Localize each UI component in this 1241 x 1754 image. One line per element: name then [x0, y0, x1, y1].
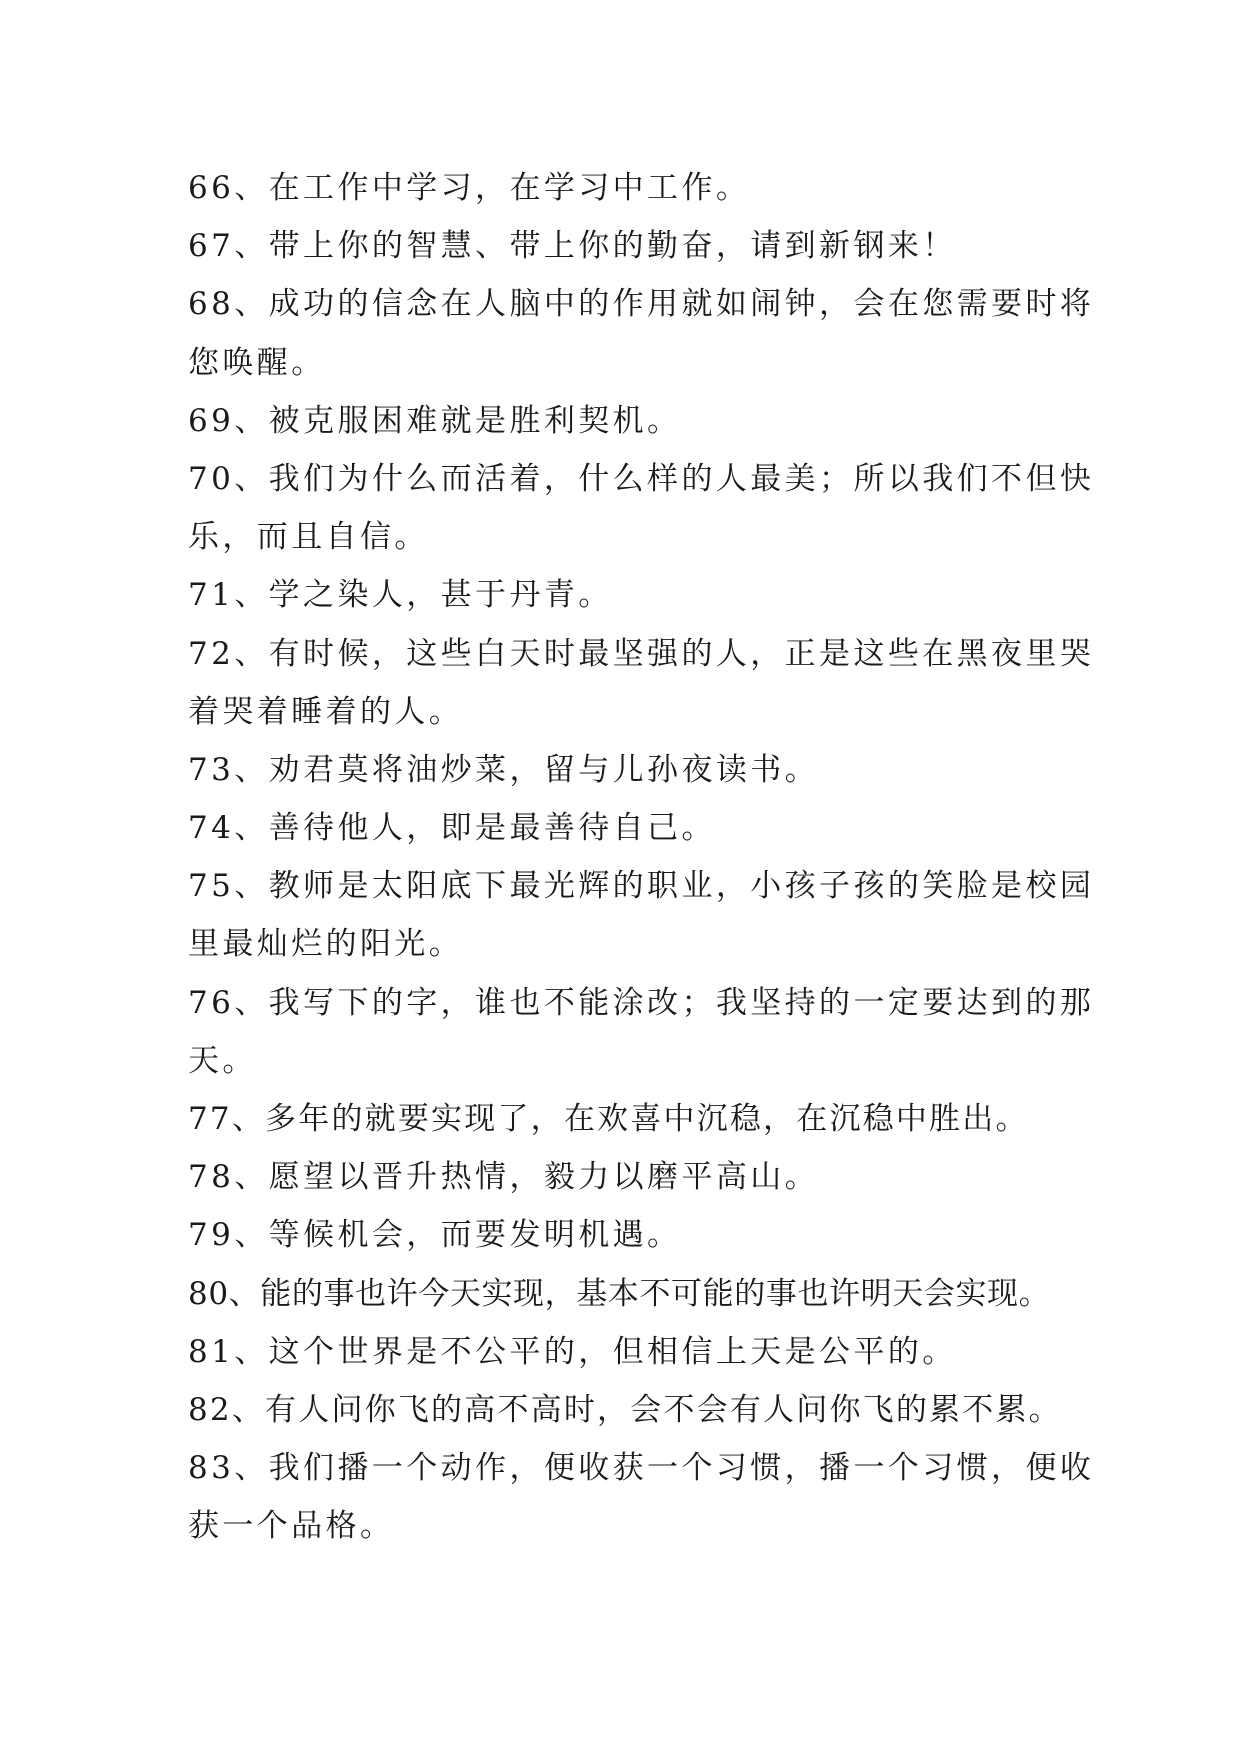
text-line: 70、我们为什么而活着，什么样的人最美；所以我们不但快 — [188, 460, 1095, 497]
text-line: 75、教师是太阳底下最光辉的职业，小孩子孩的笑脸是校园 — [188, 868, 1095, 905]
text-line: 里最灿烂的阳光。 — [188, 926, 464, 963]
text-line: 82、有人问你飞的高不高时，会不会有人问你飞的累不累。 — [188, 1391, 1062, 1428]
text-line: 66、在工作中学习，在学习中工作。 — [188, 170, 751, 206]
text-line: 69、被克服困难就是胜利契机。 — [188, 402, 682, 439]
text-line: 68、成功的信念在人脑中的作用就如闹钟，会在您需要时将 — [188, 286, 1095, 323]
text-line: 77、多年的就要实现了，在欢喜中沉稳，在沉稳中胜出。 — [188, 1101, 1029, 1137]
text-line: 81、这个世界是不公平的，但相信上天是公平的。 — [188, 1333, 957, 1370]
text-line: 73、劝君莫将油炒菜，留与儿孙夜读书。 — [188, 751, 820, 788]
text-line: 74、善待他人，即是最善待自己。 — [188, 810, 716, 847]
text-line: 67、带上你的智慧、带上你的勤奋，请到新钢来！ — [188, 228, 957, 265]
quote-list — [188, 159, 1095, 1556]
text-line: 着哭着睡着的人。 — [188, 693, 464, 730]
text-line: 79、等候机会，而要发明机遇。 — [188, 1217, 682, 1254]
text-line: 71、学之染人，甚于丹青。 — [188, 577, 613, 614]
text-line: 76、我写下的字，谁也不能涂改；我坚持的一定要达到的那 — [188, 984, 1095, 1021]
text-line: 78、愿望以晋升热情，毅力以磨平高山。 — [188, 1159, 820, 1196]
text-line: 您唤醒。 — [188, 344, 326, 381]
text-line: 天。 — [188, 1042, 257, 1079]
text-line: 乐，而且自信。 — [188, 519, 429, 556]
text-line: 获一个品格。 — [188, 1508, 395, 1545]
text-line: 72、有时候，这些白天时最坚强的人，正是这些在黑夜里哭 — [188, 635, 1095, 672]
text-line: 83、我们播一个动作，便收获一个习惯，播一个习惯，便收 — [188, 1450, 1095, 1487]
text-line: 80、能的事也许今天实现，基本不可能的事也许明天会实现。 — [188, 1275, 1051, 1312]
